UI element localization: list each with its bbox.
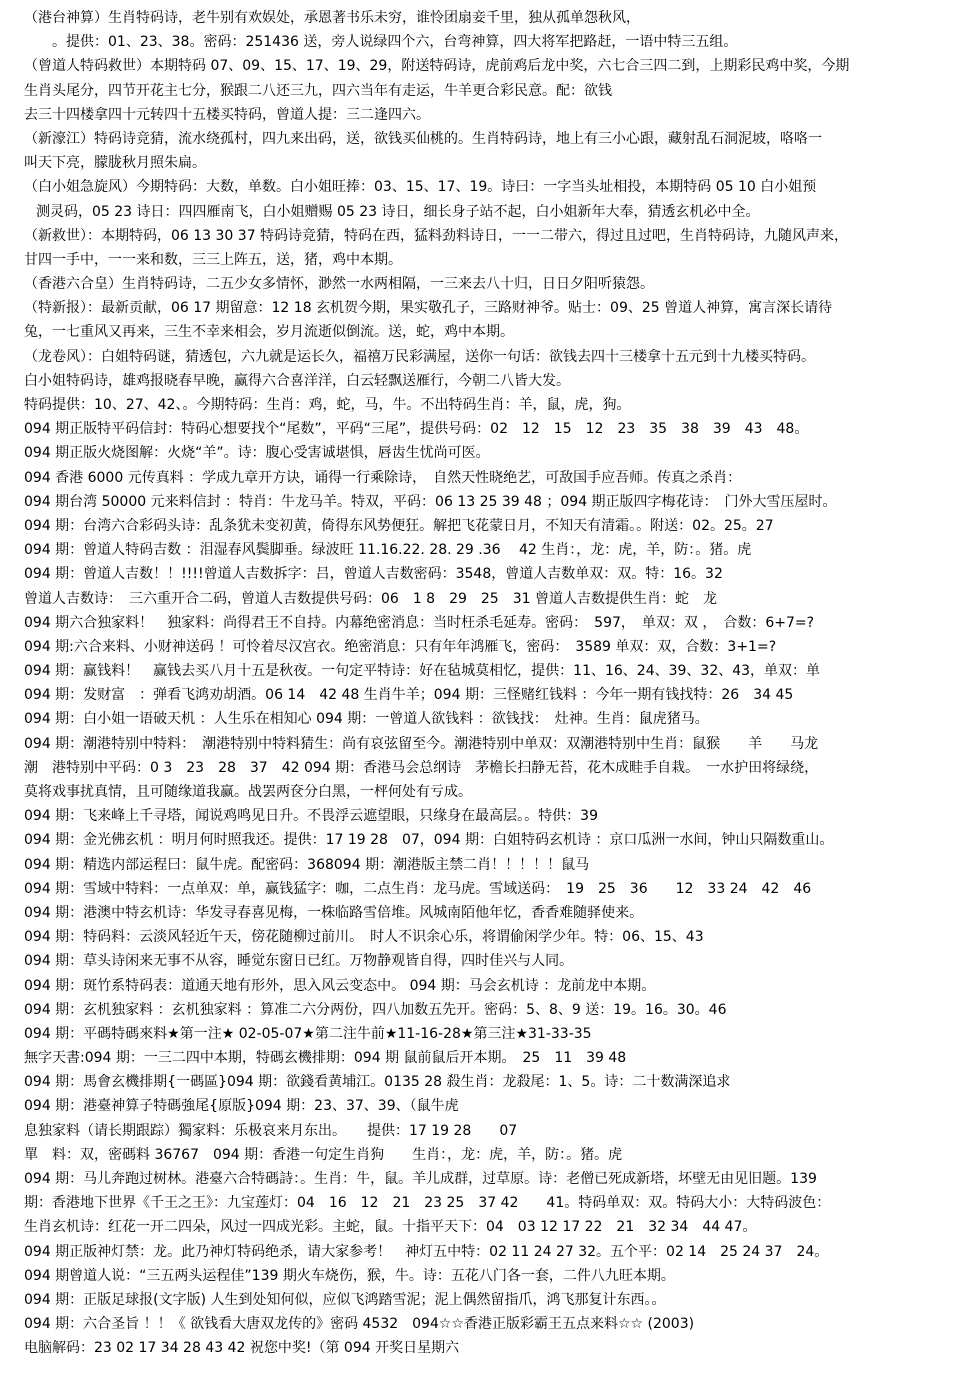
- text-line-42: 094 期：玄机独家料 ：玄机独家料 ：算准二六分两份，四八加数五先开。密码：5、8、9 送：19。16。30。46: [24, 1001, 727, 1018]
- text-line-16: 白小姐特码诗，雄鸡报晓春早晚，赢得六合喜洋洋，白云轻飘送雁行，今朝二八皆大发。: [24, 372, 570, 389]
- text-line-32: 潮 港特别中平码：0 3 23 28 37 42 094 期：香港马会总纲诗 茅檐长扫静无苔，花木成畦手自栽。 一水护田将绿绕，: [24, 759, 819, 776]
- text-line-49: 094 期：马儿奔跑过树林。港臺六合特碼詩：。生肖：牛，鼠。羊儿成群，过草原。诗：老僧已死成新塔，坏壁无由见旧题。139: [24, 1171, 817, 1187]
- text-line-44: 無字天書:094 期：一三二四中本期，特碼玄機排期：094 期 鼠前鼠后开本期。 25 11 39 48: [24, 1050, 627, 1067]
- text-line-5: 去三十四楼拿四十元转四十五楼买特码，曾道人提：三二逢四六。: [24, 106, 430, 123]
- text-line-25: 曾道人吉数诗： 三六重开合二码，曾道人吉数提供号码：06 1 8 29 25 31 曾道人吉数提供生肖：蛇 龙: [24, 590, 717, 607]
- text-line-2: 。提供：01、23、38。密码：251436 送，旁人说绿四个六，台弯神算，四大将军把路赶，一语中特三五组。: [52, 34, 738, 51]
- text-line-43: 094 期：平碼特碼來料★第一注★ 02-05-07★第二注牛前★11-16-28★第三注★31-33-35: [24, 1025, 592, 1042]
- text-line-48: 單 料：双，密碼料 36767 094 期：香港一句定生肖狗 生肖：，龙：虎，羊，防：。猪。虎: [24, 1146, 623, 1163]
- text-line-7: 叫天下亮，朦胧秋月照朱扁。: [24, 155, 206, 172]
- text-line-23: 094 期：曾道人特码吉数 ：泪湿春风鬓脚垂。绿波旺 11.16.22. 28. 29 .36 42 生肖：，龙：虎，羊，防：。猪。虎: [24, 542, 752, 559]
- text-line-40: 094 期：草头诗闲来无事不从容，睡觉东窗日已红。万物静观皆自得，四时佳兴与人同。: [24, 953, 574, 970]
- text-line-55: 094 期：六合圣旨 ！！《 欲钱看大唐双龙传的》密码 4532 094☆☆香港正版彩霸王五点来料☆☆ (2003): [24, 1316, 695, 1333]
- text-line-19: 094 期正版火烧图解：火烧“羊”。诗：腹心受害诚堪惧，唇齿生忧尚可医。: [24, 445, 490, 462]
- text-line-41: 094 期：斑竹系特码表：道通天地有形外，思入风云变态中。 094 期：马会玄机诗 ：龙前龙中本期。: [24, 977, 656, 994]
- text-line-30: 094 期：白小姐一语破天机 ：人生乐在相知心 094 期：一曾道人欲钱料 ：欲钱找： 灶神。生肖：鼠虎猪马。: [24, 711, 709, 728]
- text-line-45: 094 期：馬會玄機排期{一碼區}094 期：欲錢看黄埔江。0135 28 殺生肖：龙殺尾：1、5。诗：二十数满深追求: [24, 1074, 731, 1091]
- text-line-33: 莫将戏事扰真情，且可随缘道我赢。战罢两奁分白黑，一枰何处有亏成。: [24, 784, 472, 800]
- text-line-9: 测灵码，05 23 诗日：四四雁南飞，白小姐赠赐 05 23 诗日，细长身子站不起，白小姐新年大奉，猜透玄机必中全。: [36, 203, 760, 220]
- text-line-38: 094 期：港澳中特玄机诗：华发寻春喜见梅，一株临路雪倍堆。风城南陌他年忆，香香难随驿使来。: [24, 904, 644, 921]
- text-line-21: 094 期台湾 50000 元来料信封 ：特肖：牛龙马羊。特双，平码：06 13 25 39 48 ；094 期正版四字梅花诗： 门外大雪压屋时。: [24, 493, 837, 510]
- text-line-28: 094 期：赢钱料！ 赢钱去买八月十五是秋夜。一句定平特诗：好在毡城莫相忆，提供：11、16、24、39、32、43，单双：单: [24, 663, 821, 680]
- text-line-34: 094 期：飞来峰上千寻塔，闻说鸡鸣见日升。不畏浮云遮望眼，只缘身在最高层。。特供：39: [24, 808, 598, 825]
- text-line-14: 兔，一七重风又再来，三生不幸来相会，岁月流逝似倒流。送，蛇，鸡中本期。: [24, 324, 514, 341]
- text-line-3: （曾道人特码救世）本期特码 07、09、15、17、19、29，附送特码诗，虎前鸡后龙中奖，六七合三四二到，上期彩民鸡中奖，今期: [24, 58, 850, 75]
- text-line-53: 094 期曾道人说：“三五两头运程佳”139 期火车烧伤，猴，牛。诗：五花八门各一套，二件八九旺本期。: [24, 1267, 675, 1284]
- text-line-26: 094 期六合独家料！ 独家料：尚得君王不自持。内幕绝密消息：当时枉杀毛延寿。密码： 597， 单双：双 ， 合数：6+7=?: [24, 614, 815, 631]
- text-line-17: 特码提供：10、27、42、。今期特码：生肖：鸡，蛇，马，牛。不出特码生肖：羊，鼠，虎，狗。: [24, 397, 631, 413]
- text-line-4: 生肖头尾分，四节开花主七分，猴跟二八还三九，四六当年有走运，牛羊更合彩民意。配：欲钱: [24, 82, 612, 99]
- text-line-22: 094 期：台湾六合彩码头诗：乱条犹未变初黄，倚得东风势便狂。解把飞花蒙日月，不知天有清霜。。附送：02。25。27: [24, 517, 774, 534]
- text-line-12: （香港六合皇）生肖特码诗，二五少女多情怀，渺然一水两相隔，一三来去八十归，日日夕阳听猿怨。: [24, 276, 654, 293]
- text-line-24: 094 期：曾道人吉数！！!!!!曾道人吉数拆字：吕，曾道人吉数密码：3548，曾道人吉数单双：双。特：16。32: [24, 566, 723, 583]
- text-line-35: 094 期：金光佛玄机 ：明月何时照我还。提供：17 19 28 07，094 期：白姐特码玄机诗 ：京口瓜洲一水间，钟山只隔数重山。: [24, 832, 834, 849]
- text-line-36: 094 期：精选内部运程曰：鼠牛虎。配密码：368094 期：潮港版主禁二肖！！！！！鼠马: [24, 856, 590, 873]
- text-line-27: 094 期:六合来料、小财神送码 ！可怜着尽汉宫衣。绝密消息：只有年年鸿雁飞，密码： 3589 单双：双，合数：3+1=?: [24, 638, 777, 655]
- text-line-50: 期：香港地下世界《千王之王》：九宝莲灯：04 16 12 21 23 25 37 42 41。特码单双：双。特码大小：大特码波色：: [24, 1195, 831, 1212]
- text-line-8: （白小姐急旋风）今期特码：大数，单数。白小姐旺捧：03、15、17、19。诗曰：一字当头址相投，本期特码 05 10 白小姐预: [24, 179, 817, 196]
- text-line-10: （新救世）：本期特码，06 13 30 37 特码诗竞猜，特码在西，猛料劲料诗日，一一二带六，得过且过吧，生肖特码诗，九随风声来，: [24, 227, 849, 244]
- text-line-54: 094 期：正版足球报(文字版) 人生到处知何似，应似飞鸿踏雪泥；泥上偶然留指爪，鸿飞那复计东西。。: [24, 1291, 666, 1308]
- text-line-18: 094 期正版特平码信封：特码心想要找个“尾数”，平码“三尾”，提供号码：02 12 15 12 23 35 38 39 43 48。: [24, 421, 809, 438]
- text-line-39: 094 期：特码料：云淡风轻近午天，傍花随柳过前川。 时人不识余心乐，将谓偷闲学少年。特：06、15、43: [24, 929, 704, 946]
- text-line-13: （特新报）：最新贡献，06 17 期留意：12 18 玄机贺今期，果实敬孔子，三路财神爷。贴士：09、25 曾道人神算，寓言深长请待: [24, 300, 833, 317]
- text-line-56: 电脑解码：23 02 17 34 28 43 42 祝您中奖!（第 094 开奖日星期六: [24, 1340, 460, 1357]
- text-line-52: 094 期正版神灯禁：龙。此乃神灯特码绝杀，请大家参考！ 神灯五中特：02 11 24 27 32。五个平：02 14 25 24 37 24。: [24, 1243, 829, 1260]
- text-line-29: 094 期：发财富 ：弹看飞鸿劝胡酒。06 14 42 48 生肖牛羊；094 期：三怪赌红钱料 ：今年一期有钱找特：26 34 45: [24, 687, 794, 704]
- text-line-46: 094 期：港臺神算子特碼強尾{原版}094 期：23、37、39、（鼠牛虎: [24, 1098, 459, 1115]
- text-line-37: 094 期：雪域中特料：一点单双：单，赢钱猛字：咖，二点生肖：龙马虎。雪域送码： 19 25 36 12 33 24 42 46: [24, 880, 812, 897]
- text-line-1: （港台神算）生肖特码诗，老牛别有欢娱处，承恩著书乐未穷，谁怜团扇妾千里，独从孤单怨秋风，: [24, 10, 640, 26]
- text-line-15: （龙卷风）：白姐特码谜，猜透包，六九就是运长久，福禧万民彩满屋，送你一句话：欲钱去四十三楼拿十五元到十九楼买特码。: [24, 348, 815, 365]
- text-line-6: （新濠江）特码诗竞猜，流水绕孤村，四九来出码，送，欲钱买仙桃的。生肖特码诗，地上有三小心跟，藏射乱石洞泥坡，咯咯一: [24, 130, 822, 147]
- text-line-51: 生肖玄机诗：红花一开二四朵，风过一四成光彩。主蛇，鼠。十指平天下：04 03 12 17 22 21 32 34 44 47。: [24, 1219, 757, 1236]
- text-line-11: 甘四一手中，一一来和数，三三上阵五，送，猪，鸡中本期。: [24, 251, 402, 268]
- text-line-31: 094 期：潮港特别中特料： 潮港特别中特料猜生：尚有哀弦留至今。潮港特别中单双：双潮港特别中生肖：鼠猴 羊 马龙: [24, 735, 819, 752]
- text-line-47: 息独家料（请长期跟踪）獨家料：乐极哀来月东出。 提供：17 19 28 07: [24, 1122, 518, 1139]
- text-line-20: 094 香港 6000 元传真料 ：学成九章开方诀，诵得一行乘除诗， 自然天性晓绝艺，可敌国手应吾师。传真之杀肖：: [24, 469, 742, 486]
